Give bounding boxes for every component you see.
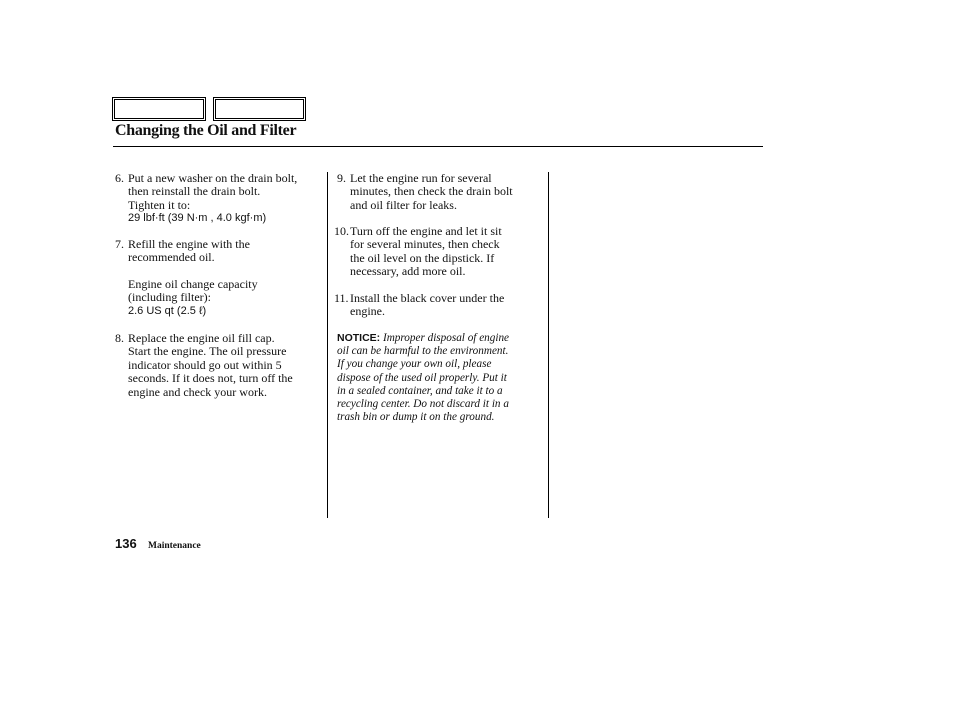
page-title: Changing the Oil and Filter xyxy=(115,122,297,139)
notice-line: If you change your own oil, please xyxy=(337,358,492,371)
notice-line: oil can be harmful to the environment. xyxy=(337,345,509,358)
column-divider-2 xyxy=(548,172,549,518)
step-line: indicator should go out within 5 xyxy=(128,357,282,372)
capacity-spec: 2.6 US qt (2.5 ℓ) xyxy=(128,304,207,317)
step-line: Tighten it to: xyxy=(128,197,191,212)
notice-label: NOTICE: xyxy=(337,332,381,344)
step-line: engine. xyxy=(350,304,385,319)
torque-spec: 29 lbf·ft (39 N·m , 4.0 kgf·m) xyxy=(128,212,267,225)
step-line: Start the engine. The oil pressure xyxy=(128,344,287,359)
step-number: 9. xyxy=(337,171,346,185)
nav-tab-box-1[interactable] xyxy=(112,97,206,121)
step-line: and oil filter for leaks. xyxy=(350,197,457,212)
notice-line: recycling center. Do not discard it in a xyxy=(337,398,509,411)
step-number: 6. xyxy=(115,171,124,185)
column-divider-1 xyxy=(327,172,328,518)
step-number: 8. xyxy=(115,331,124,345)
step-number: 11. xyxy=(334,291,349,305)
step-line: necessary, add more oil. xyxy=(350,264,466,279)
capacity-line: Engine oil change capacity xyxy=(128,276,258,291)
notice-line: dispose of the used oil properly. Put it xyxy=(337,371,507,384)
step-line: for several minutes, then check xyxy=(350,237,500,252)
step-line: engine and check your work. xyxy=(128,384,267,399)
step-line: then reinstall the drain bolt. xyxy=(128,184,261,199)
section-label: Maintenance xyxy=(148,541,201,551)
step-line: Turn off the engine and let it sit xyxy=(350,224,502,238)
step-line: Replace the engine oil fill cap. xyxy=(128,331,275,345)
notice-line: Improper disposal of engine xyxy=(382,332,510,344)
nav-tab-box-2[interactable] xyxy=(213,97,306,121)
notice-line: trash bin or dump it on the ground. xyxy=(337,411,495,424)
title-rule xyxy=(113,146,763,147)
capacity-line: (including filter): xyxy=(128,290,211,305)
step-line: the oil level on the dipstick. If xyxy=(350,250,495,265)
notice-line: in a sealed container, and take it to a xyxy=(337,384,503,397)
step-line: Install the black cover under the xyxy=(350,291,505,305)
step-line: Refill the engine with the xyxy=(128,237,250,251)
step-line: seconds. If it does not, turn off the xyxy=(128,371,293,386)
step-line: recommended oil. xyxy=(128,250,215,265)
step-line: Put a new washer on the drain bolt, xyxy=(128,171,298,185)
step-line: Let the engine run for several xyxy=(350,171,492,185)
step-number: 10. xyxy=(334,224,349,238)
notice-box xyxy=(337,332,542,424)
page-number: 136 xyxy=(115,536,137,551)
step-line: minutes, then check the drain bolt xyxy=(350,184,513,199)
step-number: 7. xyxy=(115,237,124,251)
